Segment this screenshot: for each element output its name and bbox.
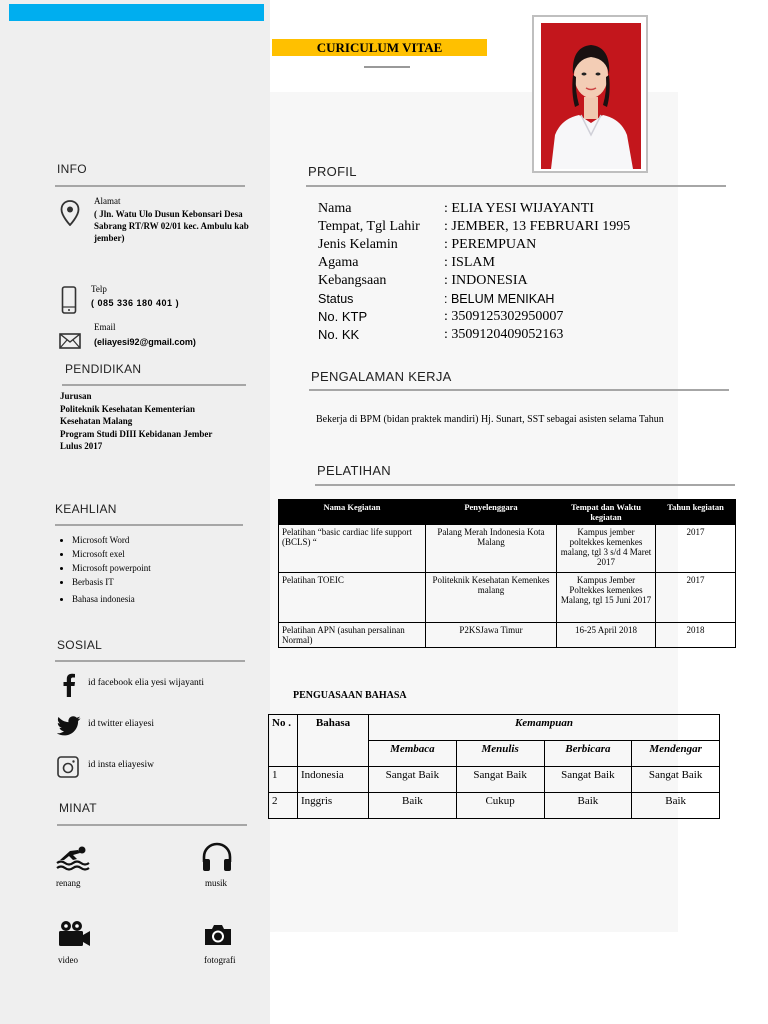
languages-header-row bbox=[269, 715, 720, 741]
training-heading: PELATIHAN bbox=[317, 463, 391, 478]
email-label: Email bbox=[94, 322, 116, 332]
training-header-row bbox=[279, 500, 736, 525]
training-row bbox=[279, 623, 736, 648]
social-divider bbox=[55, 660, 245, 662]
profile-divider bbox=[306, 185, 726, 187]
languages-col-ability: Kemampuan bbox=[369, 715, 720, 741]
skills-heading: KEAHLIAN bbox=[55, 502, 117, 516]
training-col-header: Tahun kegiatan bbox=[656, 500, 736, 525]
profile-row bbox=[318, 236, 630, 254]
language-row bbox=[269, 793, 720, 819]
profile-row bbox=[318, 326, 630, 344]
accent-bar bbox=[9, 4, 264, 21]
address-value: ( Jln. Watu Ulo Dusun Kebonsari Desa Sabrang RT/RW 02/01 kec. Ambulu kab jember) bbox=[94, 209, 249, 243]
profile-label: Jenis Kelamin bbox=[318, 237, 398, 252]
address-label: Alamat bbox=[94, 196, 121, 206]
profile-row bbox=[318, 254, 630, 272]
training-table bbox=[278, 499, 736, 648]
instagram-id[interactable]: id insta eliayesiw bbox=[88, 760, 154, 770]
interest-label: video bbox=[58, 955, 78, 965]
training-divider bbox=[315, 484, 735, 486]
training-cell: Kampus jember poltekkes kemenkes malang, tgl 3 s/d 4 Maret 2017 bbox=[557, 525, 656, 573]
profile-value: : ISLAM bbox=[444, 255, 495, 270]
training-col-header: Penyelenggara bbox=[426, 500, 557, 525]
languages-col-no: No . bbox=[269, 715, 298, 767]
profile-row bbox=[318, 308, 630, 326]
skill-item: • Berbasis IT bbox=[72, 575, 151, 589]
language-cell: Sangat Baik bbox=[544, 767, 632, 793]
training-row bbox=[279, 525, 736, 573]
phone-label: Telp bbox=[91, 284, 107, 294]
location-pin-icon bbox=[60, 200, 80, 231]
info-heading: INFO bbox=[57, 162, 87, 176]
twitter-id[interactable]: id twitter eliayesi bbox=[88, 719, 154, 729]
training-cell: P2KSJawa Timur bbox=[426, 623, 557, 648]
languages-table bbox=[268, 714, 720, 819]
profile-value: : JEMBER, 13 FEBRUARI 1995 bbox=[444, 219, 631, 234]
headphones-icon bbox=[201, 842, 233, 877]
profile-value: : PEREMPUAN bbox=[444, 237, 537, 252]
experience-heading: PENGALAMAN KERJA bbox=[311, 369, 452, 384]
profile-row bbox=[318, 218, 630, 236]
training-col-header: Tempat dan Waktu kegiatan bbox=[557, 500, 656, 525]
language-cell: Cukup bbox=[456, 793, 544, 819]
language-cell: Baik bbox=[369, 793, 457, 819]
languages-heading: PENGUASAAN BAHASA bbox=[293, 690, 407, 701]
facebook-icon[interactable] bbox=[62, 673, 76, 702]
skill-item: • Microsoft powerpoint bbox=[72, 561, 151, 575]
language-cell: Inggris bbox=[298, 793, 369, 819]
profile-value: : BELUM MENIKAH bbox=[444, 292, 555, 306]
profile-label: Nama bbox=[318, 201, 352, 216]
interests-divider bbox=[57, 824, 247, 826]
social-heading: SOSIAL bbox=[57, 638, 103, 652]
languages-col-language: Bahasa bbox=[298, 715, 369, 767]
education-line: Kesehatan Malang bbox=[60, 416, 133, 426]
ability-col-header: Membaca bbox=[369, 741, 457, 767]
education-line: Program Studi DIII Kebidanan Jember bbox=[60, 428, 213, 439]
training-cell: 2017 bbox=[656, 573, 736, 623]
interests-heading: MINAT bbox=[59, 801, 97, 815]
education-heading: PENDIDIKAN bbox=[65, 362, 142, 376]
training-cell: Kampus Jember Poltekkes kemenkes Malang, tgl 15 Juni 2017 bbox=[557, 573, 656, 623]
phone-value: ( 085 336 180 401 ) bbox=[91, 298, 180, 308]
profile-heading: PROFIL bbox=[308, 164, 357, 179]
profile-label: Tempat, Tgl Lahir bbox=[318, 219, 420, 234]
language-cell: Baik bbox=[632, 793, 720, 819]
experience-divider bbox=[309, 389, 729, 391]
experience-text: Bekerja di BPM (bidan praktek mandiri) Hj. Sunart, SST sebagai asisten selama Tahun bbox=[316, 414, 664, 425]
profile-row bbox=[318, 200, 630, 218]
language-cell: Sangat Baik bbox=[369, 767, 457, 793]
language-cell: 2 bbox=[269, 793, 298, 819]
ability-col-header: Menulis bbox=[456, 741, 544, 767]
language-cell: Sangat Baik bbox=[456, 767, 544, 793]
training-cell: Pelatihan “basic cardiac life support (BCLS) “ bbox=[279, 525, 426, 573]
training-cell: Politeknik Kesehatan Kemenkes malang bbox=[426, 573, 557, 623]
photo-image bbox=[541, 23, 641, 169]
profile-label: Status bbox=[318, 292, 354, 306]
profile-label: No. KTP bbox=[318, 309, 368, 324]
profile-label: No. KK bbox=[318, 327, 360, 342]
language-cell: Sangat Baik bbox=[632, 767, 720, 793]
language-cell: Indonesia bbox=[298, 767, 369, 793]
language-cell: 1 bbox=[269, 767, 298, 793]
training-row bbox=[279, 573, 736, 623]
title-divider bbox=[364, 66, 410, 68]
education-divider bbox=[62, 384, 246, 386]
profile-value: : ELIA YESI WIJAYANTI bbox=[444, 201, 594, 216]
profile-value: : 3509120409052163 bbox=[444, 327, 564, 342]
phone-icon bbox=[61, 286, 77, 319]
interest-label: fotografi bbox=[204, 955, 236, 965]
education-line: Lulus 2017 bbox=[60, 441, 103, 451]
camera-icon bbox=[203, 923, 233, 952]
training-cell: Pelatihan APN (asuhan persalinan Normal) bbox=[279, 623, 426, 648]
skill-item: • Microsoft Word bbox=[72, 533, 151, 547]
training-cell: 2018 bbox=[656, 623, 736, 648]
ability-col-header: Mendengar bbox=[632, 741, 720, 767]
training-cell: 16-25 April 2018 bbox=[557, 623, 656, 648]
facebook-id[interactable]: id facebook elia yesi wijayanti bbox=[88, 678, 205, 688]
instagram-icon[interactable] bbox=[57, 756, 79, 783]
profile-label: Kebangsaan bbox=[318, 273, 387, 288]
video-camera-icon bbox=[57, 920, 91, 953]
education-details bbox=[60, 390, 260, 453]
training-cell: Palang Merah Indonesia Kota Malang bbox=[426, 525, 557, 573]
skill-item: • Bahasa indonesia bbox=[72, 592, 151, 606]
page-title: CURICULUM VITAE bbox=[272, 39, 487, 56]
interest-label: renang bbox=[56, 878, 81, 888]
profile-row bbox=[318, 272, 630, 290]
swimming-icon bbox=[56, 843, 90, 876]
profile-value: : 3509125302950007 bbox=[444, 309, 564, 324]
profile-value: : INDONESIA bbox=[444, 273, 528, 288]
profile-row bbox=[318, 290, 630, 308]
language-row bbox=[269, 767, 720, 793]
profile-table bbox=[318, 200, 630, 344]
skills-divider bbox=[55, 524, 243, 526]
training-col-header: Nama Kegiatan bbox=[279, 500, 426, 525]
email-value: (eliayesi92@gmail.com) bbox=[94, 337, 196, 347]
training-cell: Pelatihan TOEIC bbox=[279, 573, 426, 623]
training-cell: 2017 bbox=[656, 525, 736, 573]
profile-label: Agama bbox=[318, 255, 359, 270]
skills-list bbox=[58, 533, 151, 606]
language-cell: Baik bbox=[544, 793, 632, 819]
education-line: Jurusan bbox=[60, 391, 92, 401]
ability-col-header: Berbicara bbox=[544, 741, 632, 767]
education-line: Politeknik Kesehatan Kementerian bbox=[60, 403, 195, 414]
interest-label: musik bbox=[205, 878, 228, 888]
skill-item: • Microsoft exel bbox=[72, 547, 151, 561]
twitter-icon[interactable] bbox=[57, 716, 81, 741]
email-icon bbox=[59, 333, 81, 354]
info-divider bbox=[55, 185, 245, 187]
profile-photo bbox=[532, 15, 648, 173]
